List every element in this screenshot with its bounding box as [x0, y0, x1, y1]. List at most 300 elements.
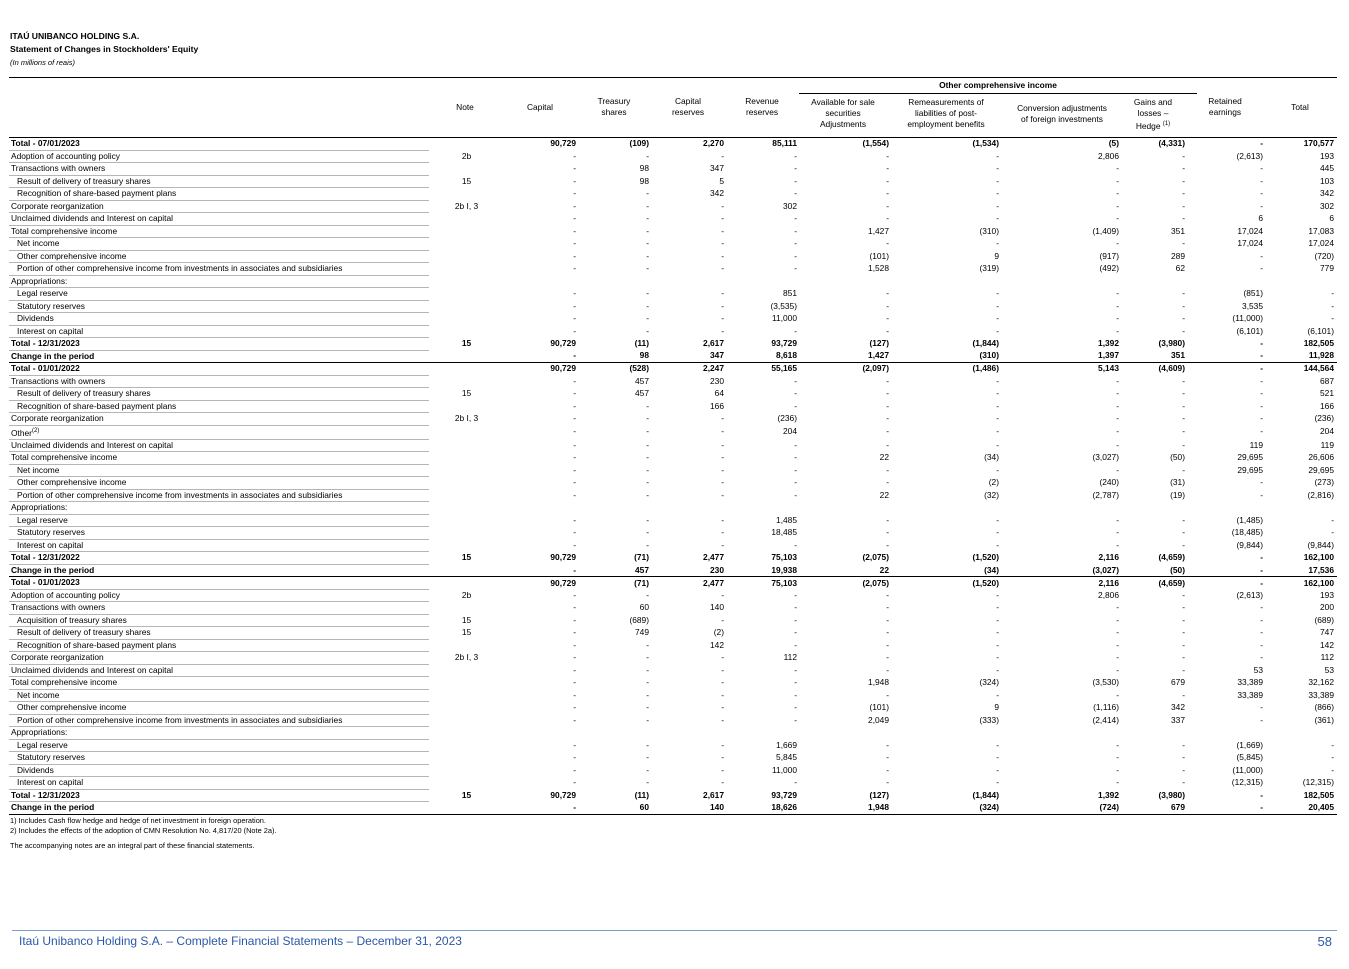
col-afs: [799, 97, 887, 130]
row-value: 1,397: [1002, 350, 1122, 363]
row-value: -: [794, 439, 797, 450]
row-value: -: [646, 288, 649, 298]
row-value: -: [886, 163, 889, 173]
row-value: 90,729: [550, 552, 576, 563]
row-label-text: Other: [11, 427, 32, 438]
row-label: [9, 702, 429, 715]
row-label-text: Appropriations:: [11, 727, 68, 738]
row-value: -: [794, 225, 797, 236]
row-value: -: [1182, 464, 1185, 475]
row-value: 749: [635, 627, 649, 638]
row-note: [429, 425, 504, 439]
row-value: (109): [629, 138, 649, 149]
row-value: -: [1116, 325, 1119, 336]
col-note: Note: [456, 102, 474, 112]
row-value: 112: [783, 652, 797, 663]
row-value: -: [646, 489, 649, 500]
row-value: 142: [710, 639, 724, 650]
table-row: [9, 238, 1337, 251]
row-value: (689): [1314, 614, 1334, 625]
table-row: [9, 138, 1337, 150]
row-note: [429, 727, 504, 740]
oci-group-header: Other comprehensive income: [939, 80, 1057, 90]
row-label: [9, 163, 429, 176]
row-value: -: [721, 250, 724, 261]
row-label: [9, 589, 429, 602]
col-conversion-line2: of foreign investments: [1021, 114, 1103, 124]
row-value: -: [794, 777, 797, 788]
row-value: [1266, 727, 1337, 740]
table-row: [9, 589, 1337, 602]
row-value: -: [1116, 238, 1119, 248]
row-note: 15: [461, 614, 472, 625]
row-value: -: [794, 388, 797, 398]
table-row: [9, 577, 1337, 590]
table-row: [9, 489, 1337, 502]
row-value: -: [573, 263, 576, 273]
row-value: (3,980): [1158, 789, 1185, 800]
row-value: -: [573, 464, 576, 475]
row-value: -: [1116, 400, 1119, 411]
company-name: ITAÚ UNIBANCO HOLDING S.A.: [10, 31, 140, 41]
row-label: [9, 413, 429, 426]
row-value: -: [1182, 238, 1185, 248]
row-value: 119: [1249, 439, 1263, 450]
row-note: [429, 689, 504, 702]
row-value: -: [721, 489, 724, 500]
row-value: -: [573, 489, 576, 500]
row-value: 103: [1320, 175, 1334, 186]
row-note: [429, 288, 504, 301]
row-value: -: [573, 764, 576, 775]
col-gains-sup: (1): [1162, 121, 1171, 127]
row-value: 53: [1324, 664, 1334, 675]
row-value: 2,116: [1098, 552, 1119, 563]
row-value: -: [573, 602, 576, 613]
table-row: [9, 263, 1337, 276]
row-label: [9, 375, 429, 388]
row-note: [429, 313, 504, 326]
row-label: [9, 489, 429, 502]
row-note: [429, 464, 504, 477]
row-value: -: [1182, 689, 1185, 700]
row-label: [9, 714, 429, 727]
table-row: [9, 275, 1337, 288]
row-value: -: [646, 263, 649, 273]
row-value: -: [996, 150, 999, 161]
row-note: [429, 138, 504, 150]
table-row: [9, 664, 1337, 677]
row-value: -: [794, 489, 797, 500]
row-value: -: [886, 213, 889, 223]
row-note: [429, 664, 504, 677]
row-note: [429, 677, 504, 690]
row-value: -: [794, 714, 797, 725]
row-value: -: [721, 764, 724, 775]
row-value: -: [996, 375, 999, 386]
row-value: 342: [1171, 702, 1185, 713]
row-label: [9, 627, 429, 640]
row-value: 32,162: [1308, 677, 1334, 688]
row-label-text: Portion of other comprehensive income from investments in associates and subsidiaries: [17, 489, 343, 500]
row-value: -: [1182, 589, 1185, 600]
row-label-text: Other comprehensive income: [17, 477, 127, 488]
row-value: -: [646, 652, 649, 663]
row-value: -: [886, 375, 889, 386]
col-revenue-reserves: [727, 96, 797, 118]
row-label: [9, 200, 429, 213]
row-value: 93,729: [771, 789, 797, 800]
row-value: -: [1260, 702, 1263, 713]
row-value: (917): [1099, 250, 1119, 261]
row-value: 60: [579, 802, 652, 815]
row-value: -: [794, 325, 797, 336]
row-value: -: [1182, 602, 1185, 613]
row-value: 1,485: [776, 514, 797, 525]
row-value: -: [886, 400, 889, 411]
row-value: -: [646, 464, 649, 475]
col-retained: [1189, 96, 1261, 118]
footnote-2: 2) Includes the effects of the adoption of CMN Resolution No. 4,817/20 (Note 2a).: [10, 826, 277, 835]
row-note: [429, 602, 504, 615]
row-value: 33,389: [1308, 689, 1334, 700]
col-remeasurements: [891, 97, 1001, 130]
row-value: (2,097): [862, 363, 889, 374]
row-value: -: [996, 539, 999, 550]
row-note: [429, 452, 504, 465]
row-value: 53: [1253, 664, 1263, 675]
row-label-text: Change in the period: [11, 802, 95, 813]
row-value: 2,049: [868, 714, 889, 725]
row-value: 230: [652, 564, 727, 577]
row-value: -: [886, 614, 889, 625]
row-value: -: [794, 150, 797, 161]
row-value: -: [573, 288, 576, 298]
row-value: -: [573, 614, 576, 625]
row-value: -: [886, 188, 889, 198]
row-value: 779: [1320, 263, 1334, 273]
row-value: [1266, 275, 1337, 288]
row-value: -: [1260, 489, 1263, 500]
row-value: -: [1182, 213, 1185, 223]
row-value: -: [794, 250, 797, 261]
row-value: 193: [1320, 589, 1334, 600]
row-value: (11): [634, 789, 649, 800]
table-row: [9, 250, 1337, 263]
table-row: [9, 464, 1337, 477]
row-value: (240): [1099, 477, 1119, 488]
row-value: -: [996, 175, 999, 186]
row-value: (101): [869, 702, 889, 713]
row-value: [1002, 727, 1122, 740]
row-value: -: [886, 589, 889, 600]
row-value: -: [721, 514, 724, 525]
row-value: -: [721, 325, 724, 336]
row-value: -: [996, 188, 999, 198]
row-value: 33,389: [1237, 689, 1263, 700]
row-value: (851): [1243, 288, 1263, 298]
row-value: (4,659): [1158, 552, 1185, 563]
row-value: 2,477: [703, 552, 724, 563]
row-value: -: [886, 426, 889, 437]
row-value: 142: [1320, 639, 1334, 650]
row-value: [652, 275, 727, 288]
row-label-text: Legal reserve: [17, 739, 68, 750]
row-value: -: [646, 539, 649, 550]
row-value: -: [573, 439, 576, 450]
table-row: [9, 477, 1337, 490]
row-label-text: Interest on capital: [17, 777, 84, 788]
row-value: (4,659): [1158, 577, 1185, 588]
row-value: (1,520): [972, 577, 999, 588]
row-value: [1002, 502, 1122, 515]
row-value: (127): [869, 789, 889, 800]
row-note: [429, 539, 504, 552]
row-value: -: [573, 652, 576, 663]
table-row: [9, 564, 1337, 577]
row-value: -: [1116, 388, 1119, 398]
row-label: [9, 727, 429, 740]
row-value: 351: [1171, 225, 1185, 236]
table-row: [9, 702, 1337, 715]
row-value: 200: [1320, 602, 1334, 613]
row-value: 29,695: [1308, 464, 1334, 475]
col-retained-line1: Retained: [1208, 96, 1242, 106]
row-value: -: [646, 325, 649, 336]
row-value: (310): [979, 225, 999, 236]
row-value: 17,024: [1308, 238, 1334, 248]
row-label: [9, 425, 429, 439]
table-row: [9, 375, 1337, 388]
row-label: [9, 789, 429, 802]
row-value: -: [1182, 426, 1185, 437]
row-label-text: Change in the period: [11, 564, 95, 575]
row-value: -: [721, 263, 724, 273]
row-value: 3,535: [1242, 300, 1263, 311]
row-value: -: [646, 150, 649, 161]
row-value: -: [996, 739, 999, 750]
row-value: -: [573, 325, 576, 336]
row-value: -: [1260, 338, 1263, 348]
col-revenue-reserves-line1: Revenue: [745, 96, 779, 106]
row-label-text: Total - 01/01/2023: [11, 577, 80, 588]
row-value: -: [886, 439, 889, 450]
row-label-text: Total - 01/01/2022: [11, 363, 80, 373]
row-label-text: Unclaimed dividends and Interest on capital: [11, 439, 174, 450]
row-value: -: [1182, 400, 1185, 411]
row-value: 1,528: [868, 263, 889, 273]
row-value: (4,331): [1158, 138, 1185, 149]
row-value: -: [1116, 288, 1119, 298]
row-value: -: [996, 764, 999, 775]
row-value: -: [646, 739, 649, 750]
row-value: (11,000): [1232, 764, 1263, 775]
table-row: [9, 689, 1337, 702]
row-label-text: Total comprehensive income: [11, 677, 118, 688]
col-revenue-reserves-line2: reserves: [745, 107, 779, 117]
row-value: [892, 275, 1002, 288]
row-value: -: [794, 213, 797, 223]
row-value: (2,816): [1307, 489, 1334, 500]
row-value: 90,729: [550, 577, 576, 588]
row-value: -: [573, 250, 576, 261]
row-value: -: [794, 689, 797, 700]
table-row: [9, 802, 1337, 815]
row-value: -: [1182, 150, 1185, 161]
row-value: -: [794, 375, 797, 386]
row-value: 170,577: [1303, 138, 1334, 149]
row-value: -: [573, 777, 576, 788]
row-value: (724): [1002, 802, 1122, 815]
row-value: (324): [979, 677, 999, 688]
row-value: [1122, 275, 1188, 288]
row-value: -: [1182, 527, 1185, 538]
row-value: [1002, 275, 1122, 288]
row-value: -: [794, 175, 797, 186]
row-value: -: [646, 477, 649, 488]
row-value: 112: [1320, 652, 1334, 663]
row-value: -: [996, 413, 999, 423]
row-label: [9, 439, 429, 452]
row-value: 204: [1320, 426, 1334, 437]
table-row: [9, 313, 1337, 326]
row-label: [9, 263, 429, 276]
row-value: -: [1116, 514, 1119, 525]
row-label: [9, 300, 429, 313]
row-label-text: Appropriations:: [11, 502, 68, 513]
row-value: [1266, 502, 1337, 515]
col-capital-reserves: [652, 96, 724, 118]
row-value: -: [996, 288, 999, 298]
row-value: -: [794, 589, 797, 600]
row-value: -: [1260, 413, 1263, 423]
row-note: [429, 375, 504, 388]
row-label-text: Unclaimed dividends and Interest on capital: [11, 213, 174, 223]
row-value: 687: [1320, 375, 1334, 386]
row-value: 90,729: [550, 363, 576, 374]
row-value: [504, 275, 579, 288]
row-label-text: Other comprehensive income: [17, 702, 127, 713]
row-value: [800, 502, 892, 515]
row-value: 747: [1320, 627, 1334, 638]
row-value: -: [1260, 250, 1263, 261]
row-value: 457: [635, 388, 649, 398]
row-label: [9, 225, 429, 238]
row-value: (2,075): [862, 552, 889, 563]
row-value: -: [1182, 777, 1185, 788]
row-value: -: [573, 313, 576, 323]
row-label-text: Net income: [17, 238, 60, 248]
row-value: (1,554): [862, 138, 889, 149]
row-label: [9, 527, 429, 540]
row-value: 1,427: [800, 350, 892, 363]
row-value: 60: [639, 602, 649, 613]
row-value: (720): [1314, 250, 1334, 261]
row-value: -: [1331, 739, 1334, 750]
row-value: -: [1182, 627, 1185, 638]
row-value: (2,787): [1092, 489, 1119, 500]
row-value: -: [794, 664, 797, 675]
row-label: [9, 689, 429, 702]
row-label: [9, 739, 429, 752]
row-value: 22: [879, 452, 889, 463]
row-value: 347: [710, 163, 724, 173]
row-value: [504, 502, 579, 515]
row-value: -: [996, 652, 999, 663]
row-label-text: Recognition of share-based payment plans: [17, 639, 177, 650]
row-value: (34): [892, 564, 1002, 577]
row-value: 5,845: [776, 752, 797, 763]
row-value: -: [996, 602, 999, 613]
row-value: 22: [800, 564, 892, 577]
row-value: 302: [783, 200, 797, 211]
row-value: -: [794, 702, 797, 713]
row-value: -: [1182, 652, 1185, 663]
row-value: -: [1116, 464, 1119, 475]
row-label-text: Interest on capital: [17, 325, 84, 336]
row-value: (32): [984, 489, 999, 500]
row-value: -: [794, 614, 797, 625]
row-note: [429, 300, 504, 313]
row-label: [9, 238, 429, 251]
row-value: -: [794, 188, 797, 198]
row-label: [9, 802, 429, 815]
row-value: (1,844): [972, 789, 999, 800]
row-note: [429, 325, 504, 338]
row-value: 289: [1171, 250, 1185, 261]
table-row: [9, 652, 1337, 665]
row-value: -: [646, 313, 649, 323]
col-treasury-line1: Treasury: [597, 96, 631, 106]
row-value: (1,116): [1093, 702, 1119, 713]
row-value: -: [1116, 752, 1119, 763]
row-value: -: [1182, 614, 1185, 625]
row-label-text: Recognition of share-based payment plans: [17, 400, 177, 411]
row-value: (333): [979, 714, 999, 725]
row-value: -: [1182, 764, 1185, 775]
row-value: -: [721, 752, 724, 763]
row-value: -: [886, 238, 889, 248]
row-value: -: [996, 639, 999, 650]
row-value: -: [1116, 764, 1119, 775]
unit-note: (In millions of reais): [10, 58, 76, 67]
row-value: -: [1116, 739, 1119, 750]
row-value: -: [886, 325, 889, 336]
row-value: -: [721, 288, 724, 298]
table-row: [9, 413, 1337, 426]
row-value: -: [1260, 652, 1263, 663]
row-label-text: Recognition of share-based payment plans: [17, 188, 177, 198]
row-value: -: [1182, 300, 1185, 311]
row-value: 8,618: [727, 350, 800, 363]
row-value: -: [573, 426, 576, 437]
row-value: (11): [634, 338, 649, 348]
row-value: (101): [869, 250, 889, 261]
row-value: 193: [1320, 150, 1334, 161]
row-value: -: [646, 188, 649, 198]
row-value: (528): [629, 363, 649, 374]
row-value: 1,948: [800, 802, 892, 815]
row-value: -: [573, 539, 576, 550]
row-label: [9, 288, 429, 301]
row-value: -: [646, 752, 649, 763]
table-row: [9, 614, 1337, 627]
row-label: [9, 502, 429, 515]
row-value: 26,606: [1308, 452, 1334, 463]
row-value: (2): [988, 477, 999, 488]
row-note: 15: [461, 552, 472, 563]
row-value: -: [996, 388, 999, 398]
